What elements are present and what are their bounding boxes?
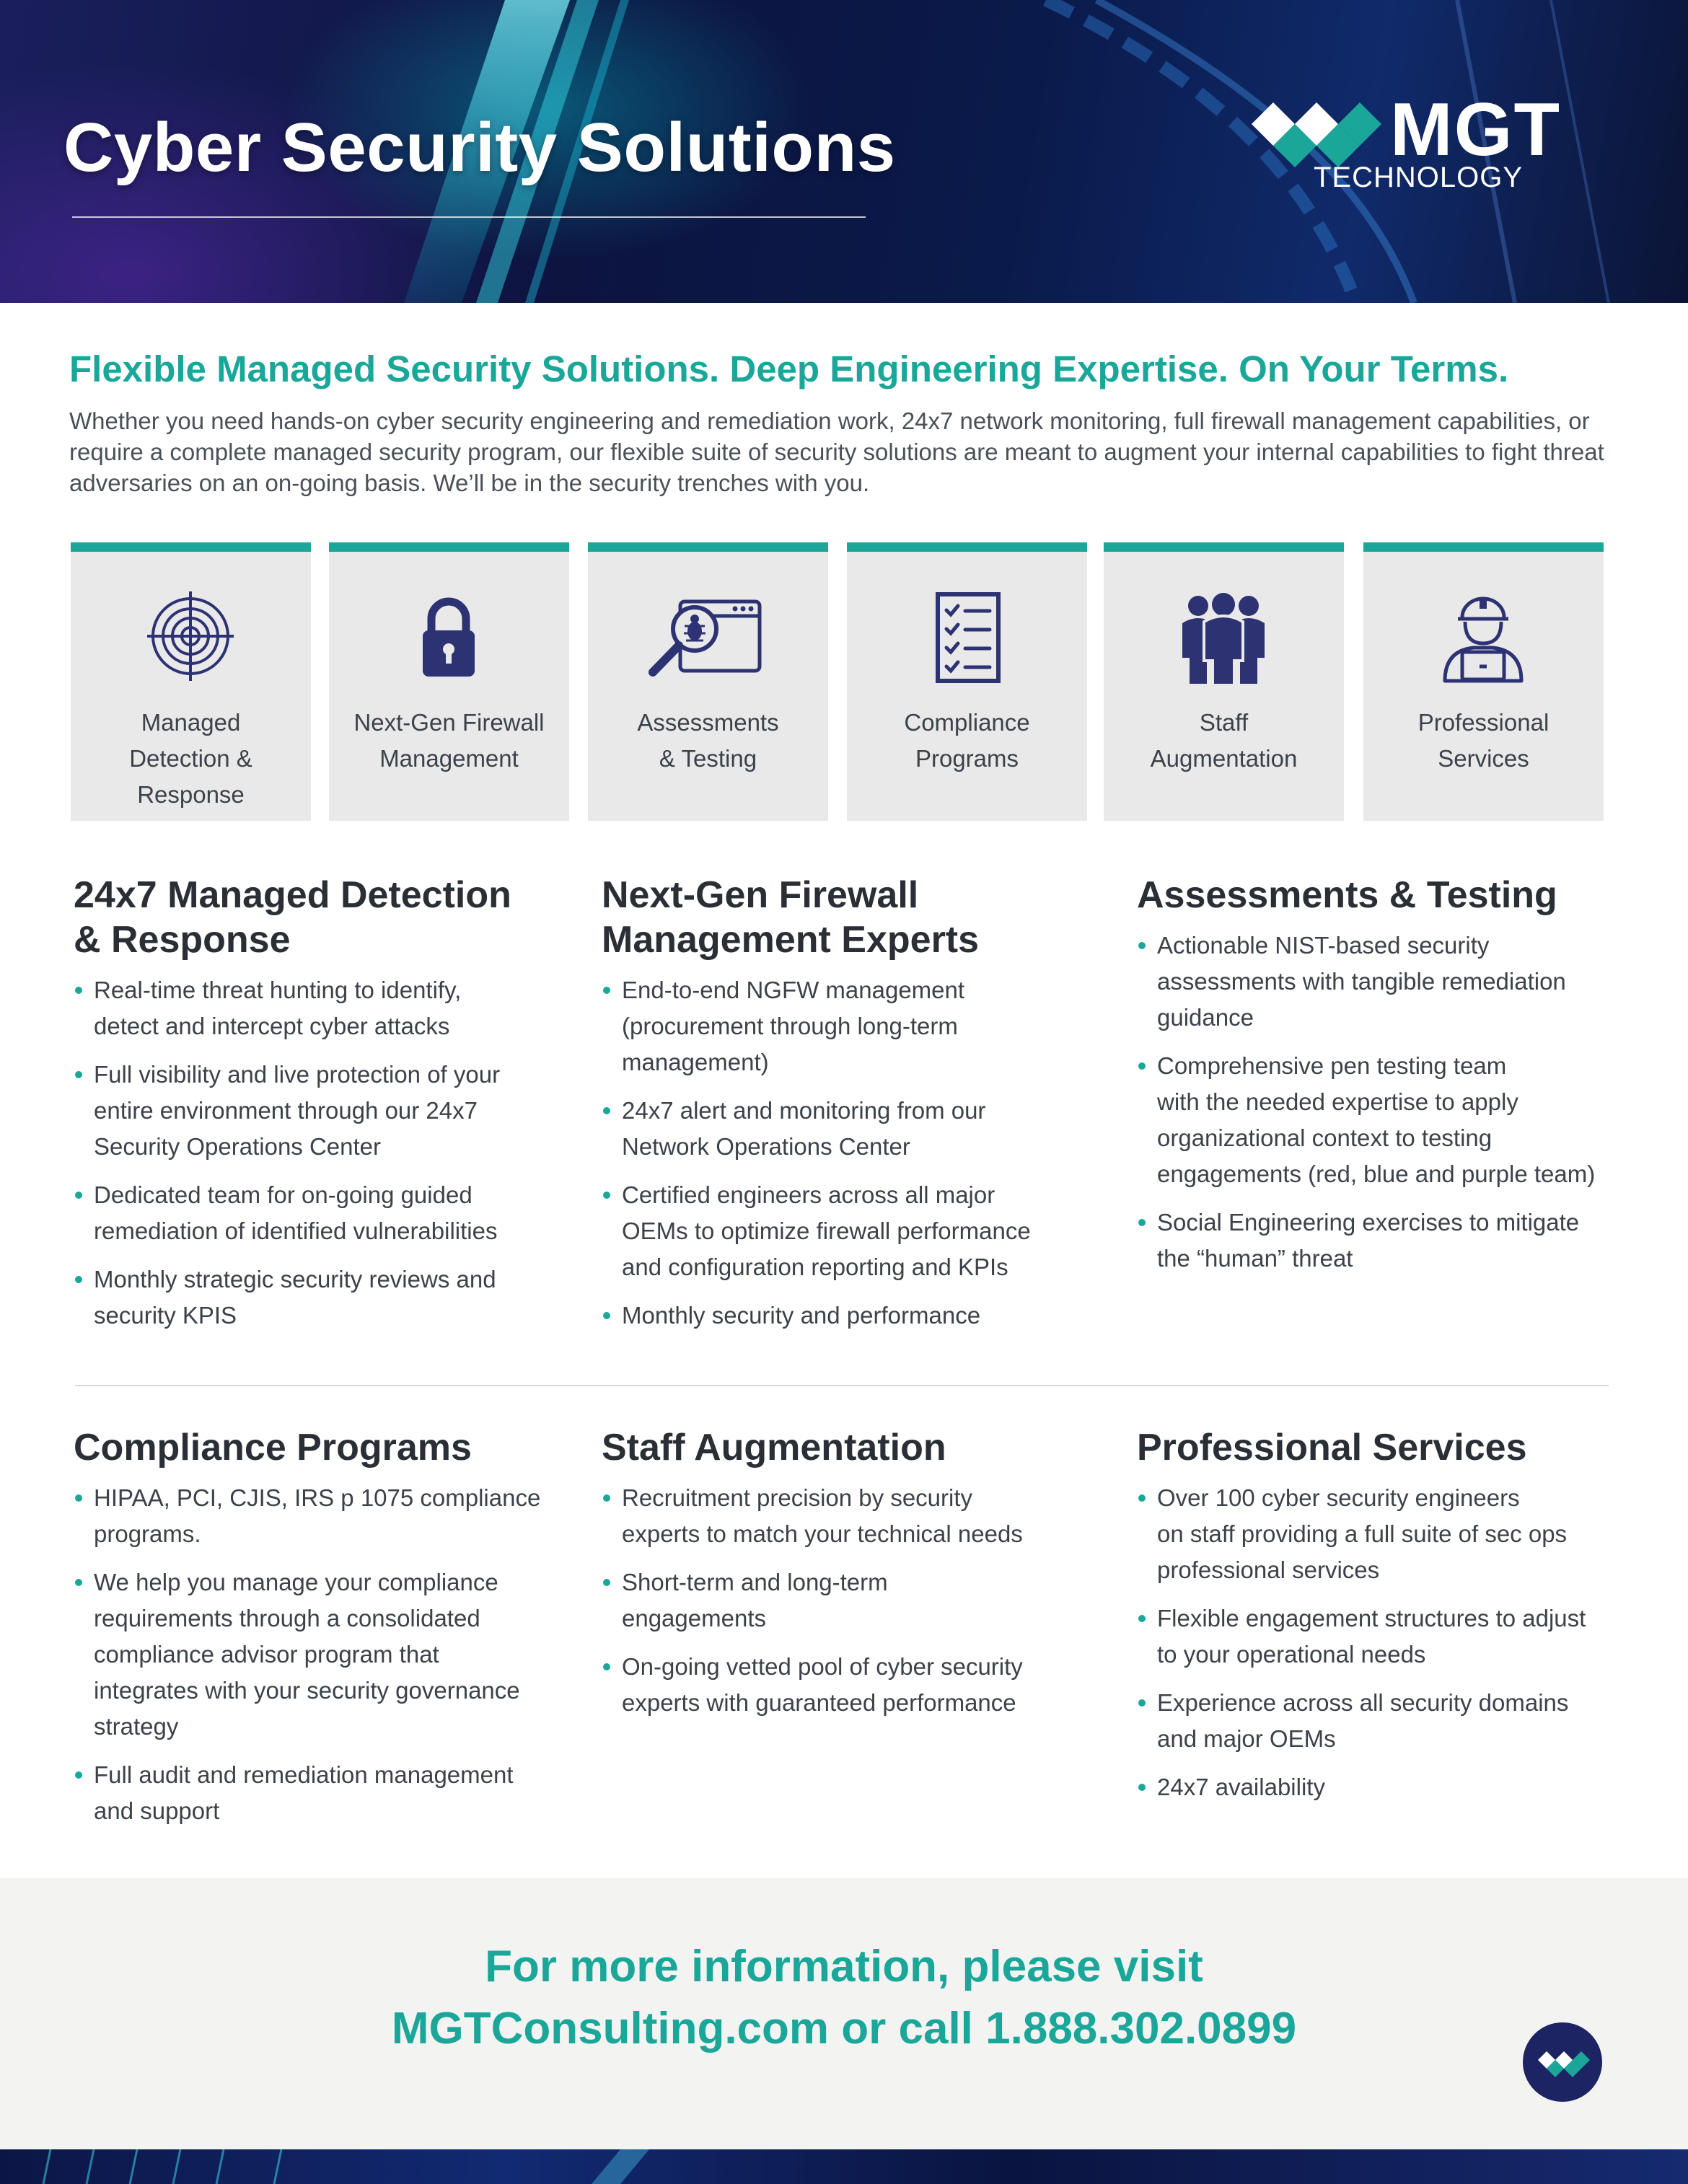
page-title: Cyber Security Solutions bbox=[63, 109, 896, 186]
card-label: Next-Gen Firewall Management bbox=[353, 709, 545, 772]
service-card bbox=[1104, 542, 1344, 821]
service-card bbox=[71, 542, 311, 821]
card-label: Compliance Programs bbox=[904, 709, 1030, 772]
section-professional-services bbox=[1137, 1425, 1656, 1818]
bullet-list bbox=[74, 972, 571, 1334]
section-staff-augmentation bbox=[602, 1425, 1107, 1733]
list-item: Comprehensive pen testing team with the needed expertise to apply organizational context to testing engagements (red, blue and purple team) bbox=[1137, 1048, 1656, 1192]
intro-paragraph: Whether you need hands-on cyber security engineering and remediation work, 24x7 network monitoring, full firewall management capabilities, or require a complete managed security program, our flexible suite of security solutions are meant to augment your internal capabilities to fight threat adversaries on an on-going basis. We’ll be in the security trenches with you. bbox=[69, 408, 1604, 496]
service-cards bbox=[71, 542, 1604, 821]
card-label: Professional Services bbox=[1417, 709, 1549, 772]
people-group-icon bbox=[1177, 591, 1270, 685]
list-item: Experience across all security domains and major OEMs bbox=[1137, 1685, 1656, 1757]
contact-cta: For more information, please visit MGTConsulting.com or call 1.888.302.0899 bbox=[391, 1942, 1297, 2053]
list-item: We help you manage your compliance requirements through a consolidated compliance advisor program that integrates with your security governance strategy bbox=[74, 1564, 579, 1745]
bullet-list bbox=[1137, 1480, 1656, 1805]
list-item: Recruitment precision by security experts to match your technical needs bbox=[602, 1480, 1107, 1552]
list-item: End-to-end NGFW management (procurement through long-term management) bbox=[602, 972, 1107, 1080]
logo-wordmark: MGT bbox=[1390, 88, 1562, 172]
section-title: Staff Augmentation bbox=[602, 1427, 946, 1469]
section-title: Compliance Programs bbox=[74, 1427, 472, 1469]
section-assessments-testing bbox=[1137, 873, 1656, 1289]
engineer-laptop-icon bbox=[1436, 591, 1530, 685]
section-title: Assessments & Testing bbox=[1137, 874, 1557, 916]
card-label: Staff Augmentation bbox=[1150, 709, 1298, 772]
list-item: Flexible engagement structures to adjust to your operational needs bbox=[1137, 1600, 1656, 1673]
bottom-decorative-strip bbox=[0, 2149, 1688, 2184]
list-item: Full visibility and live protection of your entire environment through our 24x7 Security Operations Center bbox=[74, 1057, 571, 1165]
bullet-list bbox=[602, 972, 1107, 1334]
tagline: Flexible Managed Security Solutions. Deep Engineering Expertise. On Your Terms. bbox=[69, 348, 1509, 389]
list-item: Short-term and long-term engagements bbox=[602, 1564, 1107, 1637]
list-item: Dedicated team for on-going guided remediation of identified vulnerabilities bbox=[74, 1177, 571, 1249]
list-item: HIPAA, PCI, CJIS, IRS p 1075 compliance programs. bbox=[74, 1480, 579, 1552]
logo-badge bbox=[1523, 2022, 1602, 2102]
diamond-logo-icon bbox=[1523, 2022, 1602, 2102]
checklist-icon bbox=[923, 591, 1010, 685]
bullet-list bbox=[602, 1480, 1107, 1721]
list-item: Monthly strategic security reviews and security KPIS bbox=[74, 1261, 571, 1334]
contact-footer bbox=[0, 1878, 1688, 2149]
list-item: Certified engineers across all major OEMs to optimize firewall performance and configuration reporting and KPIs bbox=[602, 1177, 1107, 1285]
section-title: Professional Services bbox=[1137, 1427, 1527, 1469]
list-item: Actionable NIST-based security assessments with tangible remediation guidance bbox=[1137, 928, 1656, 1036]
bullet-list bbox=[74, 1480, 579, 1829]
padlock-icon bbox=[405, 591, 492, 685]
card-label: Managed Detection & Response bbox=[129, 709, 252, 808]
mgt-logo bbox=[1252, 88, 1583, 193]
section-divider bbox=[75, 1385, 1609, 1386]
section-firewall-management bbox=[602, 873, 1107, 1346]
diamond-logo-icon bbox=[1252, 102, 1381, 167]
list-item: Real-time threat hunting to identify, detect and intercept cyber attacks bbox=[74, 972, 571, 1044]
section-title: Next-Gen Firewall Management Experts bbox=[602, 874, 980, 961]
list-item: Social Engineering exercises to mitigate the “human” threat bbox=[1137, 1205, 1656, 1277]
service-card bbox=[1363, 542, 1604, 821]
section-managed-detection bbox=[74, 873, 571, 1346]
list-item: On-going vetted pool of cyber security experts with guaranteed performance bbox=[602, 1649, 1107, 1721]
list-item: Monthly security and performance bbox=[602, 1298, 1107, 1334]
hero-banner bbox=[0, 0, 1688, 303]
bullet-list bbox=[1137, 928, 1656, 1277]
logo-subtitle: TECHNOLOGY bbox=[1314, 162, 1524, 193]
strip-art bbox=[0, 2149, 1688, 2184]
section-compliance-programs bbox=[74, 1425, 579, 1841]
service-card bbox=[847, 542, 1087, 821]
list-item: Over 100 cyber security engineers on staff providing a full suite of sec ops professional services bbox=[1137, 1480, 1656, 1588]
magnifier-bug-icon bbox=[643, 591, 765, 685]
list-item: Full audit and remediation management and support bbox=[74, 1757, 579, 1829]
section-title: 24x7 Managed Detection & Response bbox=[74, 874, 511, 961]
title-underline bbox=[72, 216, 866, 218]
service-card bbox=[588, 542, 828, 821]
service-card bbox=[329, 542, 569, 821]
card-label: Assessments & Testing bbox=[637, 709, 779, 772]
target-icon bbox=[147, 591, 234, 685]
list-item: 24x7 alert and monitoring from our Network Operations Center bbox=[602, 1093, 1107, 1165]
list-item: 24x7 availability bbox=[1137, 1769, 1656, 1805]
